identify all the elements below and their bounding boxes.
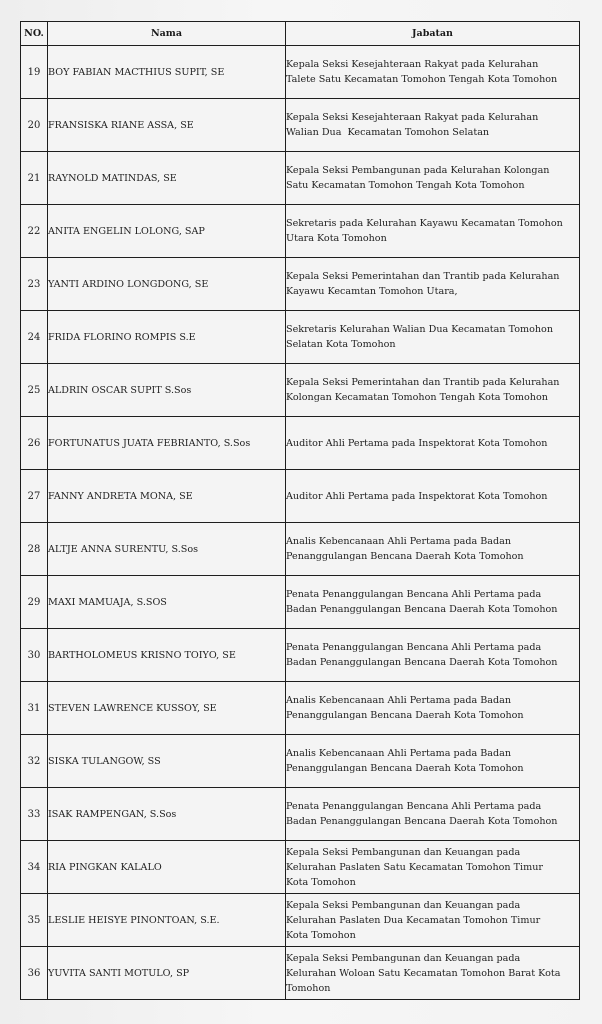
jabatan-line: Kepala Seksi Pembangunan pada Kelurahan Kolongan	[286, 165, 550, 176]
header-jabatan: Jabatan	[286, 22, 580, 46]
table-row	[21, 523, 580, 576]
row-nama: BARTHOLOMEUS KRISNO TOIYO, SE	[48, 629, 286, 682]
table-row	[21, 947, 580, 1000]
row-number: 19	[21, 46, 48, 99]
table-row	[21, 417, 580, 470]
row-number: 32	[21, 735, 48, 788]
jabatan-line: Auditor Ahli Pertama pada Inspektorat Kota Tomohon	[286, 437, 548, 449]
row-nama: BOY FABIAN MACTHIUS SUPIT, SE	[48, 46, 286, 99]
jabatan-line: Kepala Seksi Kesejahteraan Rakyat pada Kelurahan	[286, 59, 539, 70]
row-number: 36	[21, 947, 48, 1000]
jabatan-line: Penata Penanggulangan Bencana Ahli Pertama pada	[286, 642, 542, 653]
row-jabatan	[286, 576, 580, 629]
table-row	[21, 576, 580, 629]
row-nama: ALDRIN OSCAR SUPIT S.Sos	[48, 364, 286, 417]
table-row	[21, 46, 580, 99]
row-jabatan	[286, 470, 580, 523]
row-nama: FRANSISKA RIANE ASSA, SE	[48, 99, 286, 152]
table-row	[21, 788, 580, 841]
row-number: 29	[21, 576, 48, 629]
row-number: 28	[21, 523, 48, 576]
table-row	[21, 205, 580, 258]
jabatan-line: Kolongan Kecamatan Tomohon Tengah Kota Tomohon	[286, 392, 548, 403]
row-jabatan	[286, 682, 580, 735]
row-number: 35	[21, 894, 48, 947]
row-nama: YUVITA SANTI MOTULO, SP	[48, 947, 286, 1000]
row-nama: LESLIE HEISYE PINONTOAN, S.E.	[48, 894, 286, 947]
row-number: 23	[21, 258, 48, 311]
row-jabatan	[286, 311, 580, 364]
table-row	[21, 311, 580, 364]
table-row	[21, 894, 580, 947]
row-number: 27	[21, 470, 48, 523]
row-jabatan	[286, 788, 580, 841]
row-nama: FORTUNATUS JUATA FEBRIANTO, S.Sos	[48, 417, 286, 470]
table-row	[21, 99, 580, 152]
row-nama: RIA PINGKAN KALALO	[48, 841, 286, 894]
row-nama: ALTJE ANNA SURENTU, S.Sos	[48, 523, 286, 576]
header-no: NO.	[21, 22, 48, 46]
jabatan-line: Penanggulangan Bencana Daerah Kota Tomohon	[286, 551, 524, 562]
jabatan-line: Kayawu Kecamtan Tomohon Utara,	[286, 286, 458, 297]
row-number: 20	[21, 99, 48, 152]
row-nama: FANNY ANDRETA MONA, SE	[48, 470, 286, 523]
row-nama: RAYNOLD MATINDAS, SE	[48, 152, 286, 205]
row-number: 26	[21, 417, 48, 470]
table-body	[21, 46, 580, 1000]
table-row	[21, 629, 580, 682]
jabatan-line: Kota Tomohon	[286, 929, 356, 941]
jabatan-line: Analis Kebencanaan Ahli Pertama pada Badan	[286, 695, 512, 706]
jabatan-line: Talete Satu Kecamatan Tomohon Tengah Kota Tomohon	[286, 74, 558, 85]
row-number: 25	[21, 364, 48, 417]
jabatan-line: Kota Tomohon	[286, 876, 356, 888]
row-jabatan	[286, 152, 580, 205]
table-row	[21, 735, 580, 788]
row-jabatan	[286, 417, 580, 470]
jabatan-line: Kepala Seksi Pembangunan dan Keuangan pada	[286, 952, 521, 964]
jabatan-line: Sekretaris Kelurahan Walian Dua Kecamatan Tomohon	[286, 324, 554, 335]
row-jabatan	[286, 364, 580, 417]
row-nama: FRIDA FLORINO ROMPIS S.E	[48, 311, 286, 364]
jabatan-line: Penanggulangan Bencana Daerah Kota Tomohon	[286, 763, 524, 774]
table-row	[21, 841, 580, 894]
row-nama: STEVEN LAWRENCE KUSSOY, SE	[48, 682, 286, 735]
table-row	[21, 682, 580, 735]
jabatan-line: Selatan Kota Tomohon	[286, 339, 396, 350]
row-jabatan	[286, 894, 580, 947]
row-nama: ISAK RAMPENGAN, S.Sos	[48, 788, 286, 841]
jabatan-line: Tomohon	[286, 982, 331, 994]
row-nama: MAXI MAMUAJA, S.SOS	[48, 576, 286, 629]
row-jabatan	[286, 523, 580, 576]
jabatan-line: Penata Penanggulangan Bencana Ahli Pertama pada	[286, 801, 542, 812]
row-nama: SISKA TULANGOW, SS	[48, 735, 286, 788]
table-row	[21, 152, 580, 205]
jabatan-line: Penata Penanggulangan Bencana Ahli Pertama pada	[286, 589, 542, 600]
jabatan-line: Badan Penanggulangan Bencana Daerah Kota Tomohon	[286, 657, 558, 668]
jabatan-line: Kepala Seksi Pemerintahan dan Trantib pada Kelurahan	[286, 377, 560, 388]
row-nama: YANTI ARDINO LONGDONG, SE	[48, 258, 286, 311]
row-number: 22	[21, 205, 48, 258]
row-jabatan	[286, 205, 580, 258]
jabatan-line: Satu Kecamatan Tomohon Tengah Kota Tomohon	[286, 180, 525, 191]
row-number: 31	[21, 682, 48, 735]
jabatan-line: Kelurahan Paslaten Satu Kecamatan Tomohon Timur	[286, 861, 543, 873]
header-nama: Nama	[48, 22, 286, 46]
jabatan-line: Kelurahan Paslaten Dua Kecamatan Tomohon Timur	[286, 914, 541, 926]
table-header-row	[21, 22, 580, 46]
table-row	[21, 258, 580, 311]
row-jabatan	[286, 629, 580, 682]
jabatan-line: Kepala Seksi Pemerintahan dan Trantib pada Kelurahan	[286, 271, 560, 282]
row-number: 30	[21, 629, 48, 682]
jabatan-line: Badan Penanggulangan Bencana Daerah Kota Tomohon	[286, 604, 558, 615]
personnel-table	[20, 21, 580, 1000]
jabatan-line: Kelurahan Woloan Satu Kecamatan Tomohon Barat Kota	[286, 967, 561, 979]
row-number: 34	[21, 841, 48, 894]
row-number: 33	[21, 788, 48, 841]
jabatan-line: Kepala Seksi Pembangunan dan Keuangan pada	[286, 899, 521, 911]
row-number: 21	[21, 152, 48, 205]
row-jabatan	[286, 735, 580, 788]
jabatan-line: Analis Kebencanaan Ahli Pertama pada Badan	[286, 536, 512, 547]
jabatan-line: Kepala Seksi Kesejahteraan Rakyat pada Kelurahan	[286, 112, 539, 123]
jabatan-line: Auditor Ahli Pertama pada Inspektorat Kota Tomohon	[286, 490, 548, 502]
jabatan-line: Kepala Seksi Pembangunan dan Keuangan pada	[286, 846, 521, 858]
row-number: 24	[21, 311, 48, 364]
jabatan-line: Badan Penanggulangan Bencana Daerah Kota Tomohon	[286, 816, 558, 827]
row-jabatan	[286, 258, 580, 311]
table-row	[21, 364, 580, 417]
row-nama: ANITA ENGELIN LOLONG, SAP	[48, 205, 286, 258]
jabatan-line: Analis Kebencanaan Ahli Pertama pada Badan	[286, 748, 512, 759]
row-jabatan	[286, 841, 580, 894]
row-jabatan	[286, 947, 580, 1000]
jabatan-line: Walian Dua Kecamatan Tomohon Selatan	[286, 127, 490, 138]
jabatan-line: Sekretaris pada Kelurahan Kayawu Kecamatan Tomohon	[286, 218, 563, 229]
row-jabatan	[286, 46, 580, 99]
row-jabatan	[286, 99, 580, 152]
jabatan-line: Utara Kota Tomohon	[286, 233, 387, 244]
jabatan-line: Penanggulangan Bencana Daerah Kota Tomohon	[286, 710, 524, 721]
table-row	[21, 470, 580, 523]
